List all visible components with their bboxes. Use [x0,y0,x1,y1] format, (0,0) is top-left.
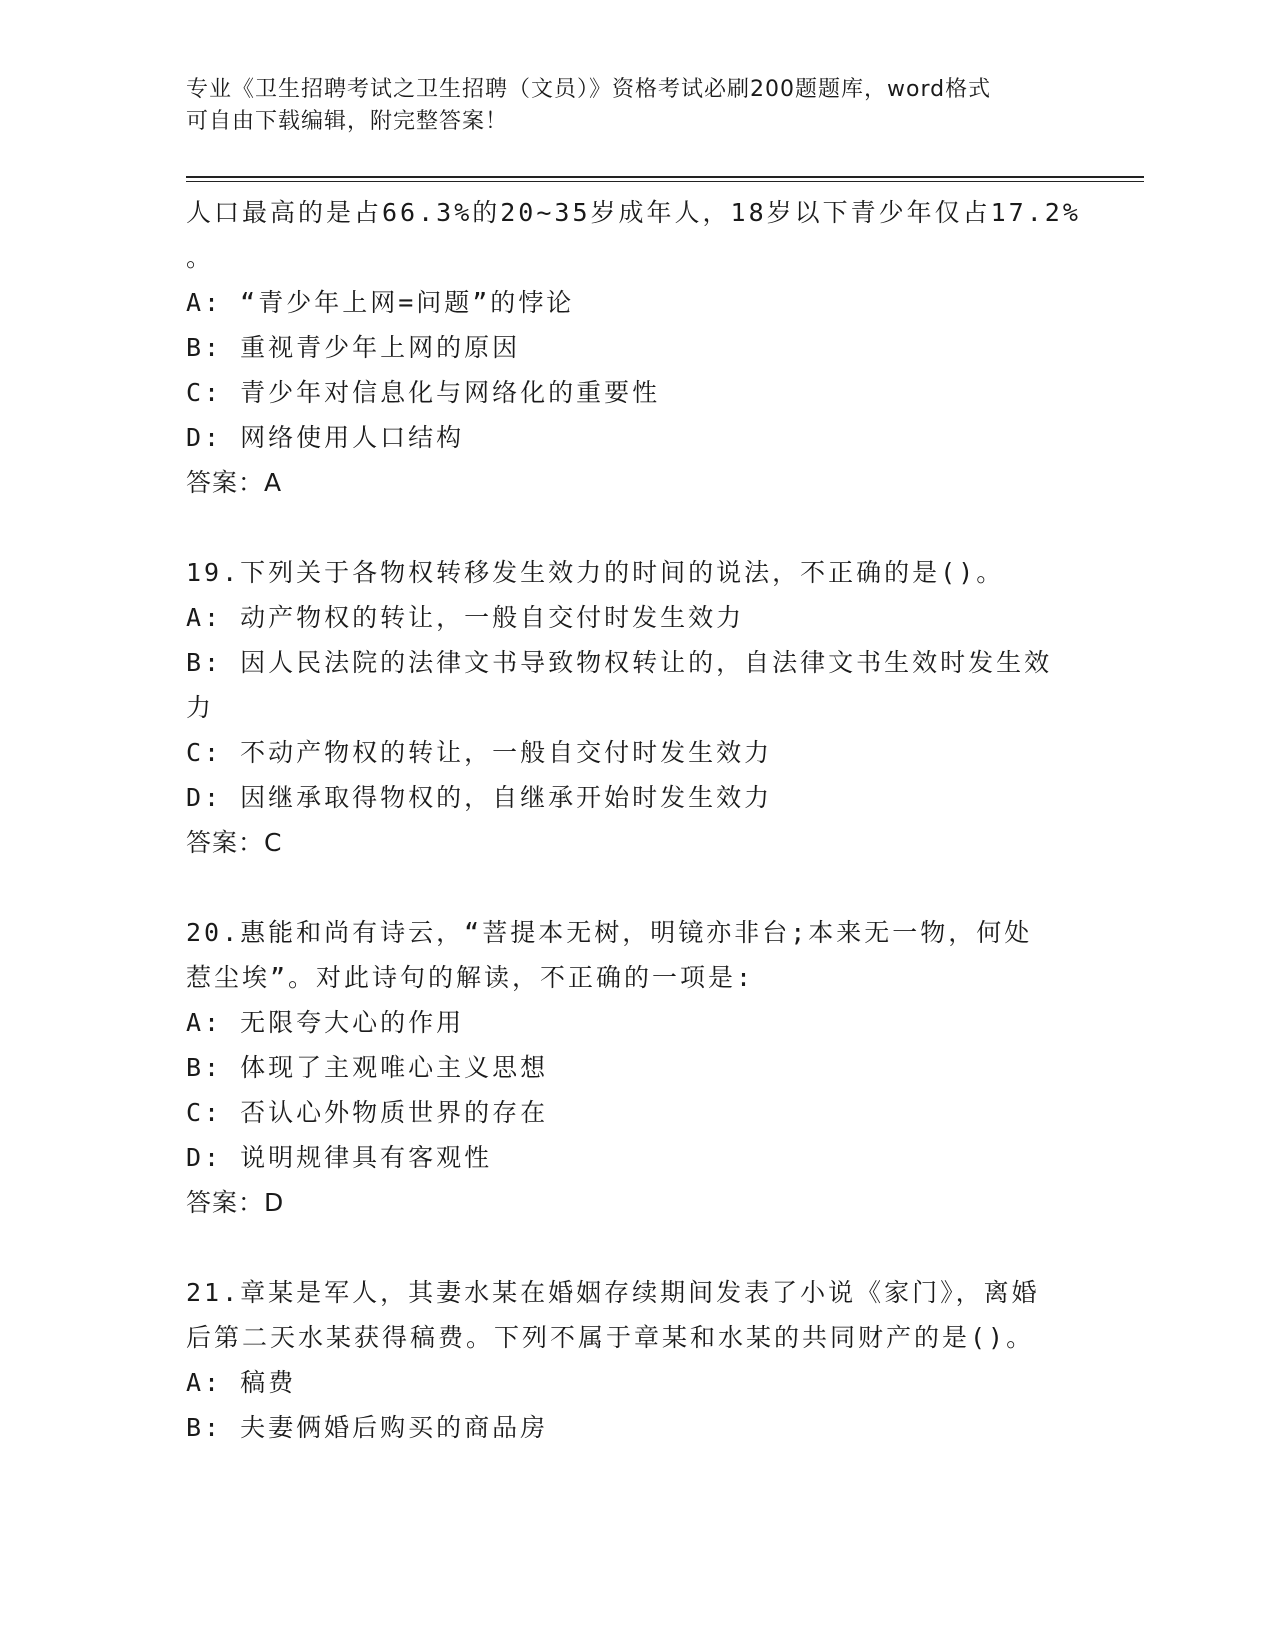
option-d: D: 网络使用人口结构 [186,423,465,452]
question-21 [186,1270,1066,1450]
question-stem-line: 惹尘埃”。对此诗句的解读，不正确的一项是: [186,963,755,992]
option-b: B: 体现了主观唯心主义思想 [186,1053,549,1082]
option-c: C: 不动产物权的转让，一般自交付时发生效力 [186,738,773,767]
question-list [186,190,1081,1450]
question-stem-line: 后第二天水某获得稿费。下列不属于章某和水某的共同财产的是()。 [186,1323,1035,1352]
header-divider-thick [186,176,1144,178]
header-title-line-1: 专业《卫生招聘考试之卫生招聘（文员）》资格考试必刷200题题库，word格式 [186,77,992,102]
header-divider-thin [186,181,1144,182]
option-d: D: 因继承取得物权的，自继承开始时发生效力 [186,783,773,812]
spacer [186,865,1066,910]
spacer [186,1225,1066,1270]
question-18 [186,190,1081,505]
option-a: A: “青少年上网=问题”的悖论 [186,288,575,317]
question-stem-line: 人口最高的是占66.3%的20~35岁成年人，18岁以下青少年仅占17.2% [186,198,1081,227]
question-20 [186,910,1066,1225]
option-a: A: 动产物权的转让，一般自交付时发生效力 [186,603,745,632]
question-stem-line: 19.下列关于各物权转移发生效力的时间的说法，不正确的是()。 [186,558,1005,587]
option-a: A: 无限夸大心的作用 [186,1008,465,1037]
option-b: B: 重视青少年上网的原因 [186,333,521,362]
question-stem-line: 。 [186,243,215,272]
question-19 [186,550,1066,865]
question-stem-line: 20.惠能和尚有诗云，“菩提本无树，明镜亦非台;本来无一物，何处 [186,918,1033,947]
spacer [186,505,1066,550]
option-c: C: 青少年对信息化与网络化的重要性 [186,378,661,407]
option-b: B: 因人民法院的法律文书导致物权转让的，自法律文书生效时发生效 [186,648,1053,677]
header-title-line-2: 可自由下载编辑，附完整答案！ [186,109,509,134]
option-b-continued: 力 [186,693,215,722]
question-stem-line: 21.章某是军人，其妻水某在婚姻存续期间发表了小说《家门》，离婚 [186,1278,1040,1307]
option-b: B: 夫妻俩婚后购买的商品房 [186,1413,549,1442]
option-a: A: 稿费 [186,1368,297,1397]
answer-line: 答案：A [186,468,283,497]
option-c: C: 否认心外物质世界的存在 [186,1098,549,1127]
answer-line: 答案：C [186,828,283,857]
answer-line: 答案：D [186,1188,285,1217]
document-header [186,74,1066,138]
option-d: D: 说明规律具有客观性 [186,1143,493,1172]
